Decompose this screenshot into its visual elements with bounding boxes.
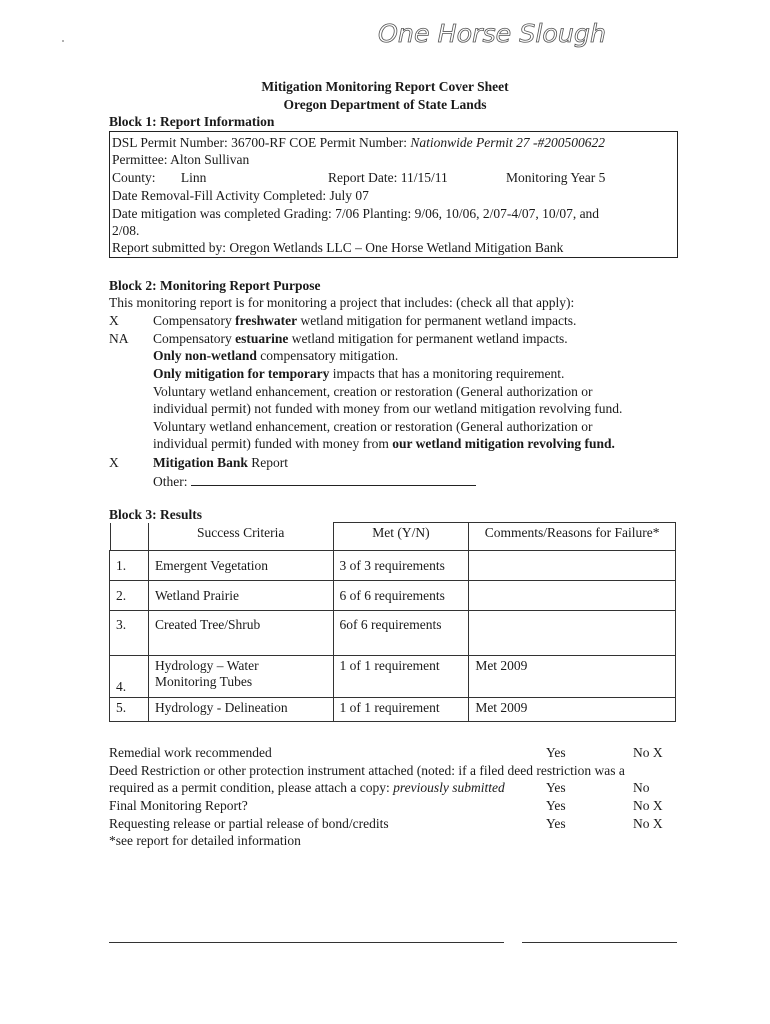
coe-value: Nationwide Permit 27 -#200500622 [410, 135, 606, 150]
row-criteria: Created Tree/Shrub [148, 611, 333, 656]
purpose-freshwater [153, 313, 576, 329]
row-criteria: Hydrology - Delineation [148, 698, 333, 722]
purpose-voluntary-2a: Voluntary wetland enhancement, creation or restoration (General authorization or [153, 419, 593, 434]
final-report-label: Final Monitoring Report? [109, 798, 248, 813]
deed-line-2-text: required as a permit condition, please attach a copy: [109, 780, 394, 795]
row-number: 1. [110, 551, 149, 581]
submitted-by: Report submitted by: Oregon Wetlands LLC – One Horse Wetland Mitigation Bank [112, 240, 564, 255]
release-label: Requesting release or partial release of bond/credits [109, 816, 389, 831]
row-criteria [148, 656, 333, 698]
deed-yes: Yes [546, 780, 566, 795]
purpose-voluntary-2b-bold: our wetland mitigation revolving fund. [392, 436, 615, 451]
coe-label: COE Permit Number: [289, 135, 408, 150]
dsl-value: 36700-RF [231, 135, 286, 150]
table-row [110, 698, 676, 722]
purpose-other [153, 472, 476, 490]
detail-note: *see report for detailed information [109, 833, 301, 848]
county-label: County: [112, 170, 156, 185]
signature-line-right [522, 942, 677, 943]
row-met: 6 of 6 requirements [333, 581, 469, 611]
col-success-criteria: Success Criteria [148, 523, 333, 551]
page-title: Mitigation Monitoring Report Cover Sheet [261, 79, 509, 94]
purpose-estuarine-pre: Compensatory [153, 331, 236, 346]
other-blank-line [191, 472, 476, 486]
purpose-estuarine [153, 331, 568, 347]
row-criteria: Emergent Vegetation [148, 551, 333, 581]
county-value: Linn [180, 170, 207, 185]
col-met: Met (Y/N) [333, 523, 469, 551]
release-no: No X [633, 816, 663, 831]
final-yes: Yes [546, 798, 566, 813]
block2-heading: Block 2: Monitoring Report Purpose [109, 278, 321, 293]
row-met: 1 of 1 requirement [333, 656, 469, 698]
col-comments: Comments/Reasons for Failure* [469, 523, 676, 551]
handwritten-note [378, 14, 618, 54]
purpose-mark-bank: X [109, 455, 119, 470]
results-header-row [110, 523, 676, 551]
row-criteria-line1: Hydrology – Water [154, 658, 259, 673]
report-date: Report Date: 11/15/11 [328, 170, 448, 185]
deed-no: No [633, 780, 650, 795]
purpose-temporary-post: impacts that has a monitoring requirement. [329, 366, 565, 381]
deed-previously-submitted: previously submitted [393, 780, 505, 795]
row-met: 6of 6 requirements [333, 611, 469, 656]
purpose-freshwater-post: wetland mitigation for permanent wetland impacts. [297, 313, 577, 328]
purpose-temporary [153, 366, 564, 382]
row-met: 1 of 1 requirement [333, 698, 469, 722]
purpose-estuarine-bold: estuarine [235, 331, 289, 346]
row-met: 3 of 3 requirements [333, 551, 469, 581]
permittee: Permittee: Alton Sullivan [112, 152, 250, 167]
purpose-voluntary-1a: Voluntary wetland enhancement, creation or restoration (General authorization or [153, 384, 593, 399]
purpose-non-wetland-post: compensatory mitigation. [256, 348, 399, 363]
release-yes: Yes [546, 816, 566, 831]
remedial-label: Remedial work recommended [109, 745, 272, 760]
purpose-freshwater-pre: Compensatory [153, 313, 236, 328]
remedial-yes: Yes [546, 745, 566, 760]
purpose-estuarine-post: wetland mitigation for permanent wetland impacts. [288, 331, 568, 346]
row-comment: Met 2009 [469, 656, 676, 698]
purpose-voluntary-2b [153, 436, 615, 452]
remedial-no: No X [633, 745, 663, 760]
row-criteria-line2: Monitoring Tubes [154, 674, 253, 689]
purpose-voluntary-2b-pre: individual permit) funded with money from [153, 436, 393, 451]
row-number: 4. [110, 656, 149, 698]
row-comment: Met 2009 [469, 698, 676, 722]
row-criteria: Wetland Prairie [148, 581, 333, 611]
purpose-intro: This monitoring report is for monitoring a project that includes: (check all that apply): [109, 295, 575, 310]
block1-heading: Block 1: Report Information [109, 114, 275, 129]
purpose-mark-freshwater: X [109, 313, 119, 328]
table-row [110, 611, 676, 656]
block3-heading: Block 3: Results [109, 507, 203, 522]
purpose-temporary-bold: Only mitigation for temporary [153, 366, 330, 381]
row-comment [469, 611, 676, 656]
purpose-bank-post: Report [247, 455, 289, 470]
other-label: Other: [153, 474, 188, 489]
table-row [110, 656, 676, 698]
handwritten-note-text: One Horse Slough [378, 19, 606, 48]
results-table [109, 522, 676, 722]
purpose-mark-estuarine: NA [109, 331, 129, 346]
deed-line-2 [109, 780, 505, 796]
signature-line-left [109, 942, 504, 943]
dsl-label: DSL Permit Number: [112, 135, 228, 150]
deed-line-1: Deed Restriction or other protection instrument attached (noted: if a filed deed restriction was a [109, 763, 625, 778]
purpose-voluntary-1b: individual permit) not funded with money from our wetland mitigation revolving fund. [153, 401, 623, 416]
table-row [110, 551, 676, 581]
row-number: 2. [110, 581, 149, 611]
mitigation-dates-cont: 2/08. [112, 223, 140, 238]
report-info-box [109, 131, 678, 258]
row-number: 3. [110, 611, 149, 656]
purpose-bank-bold: Mitigation Bank [153, 455, 248, 470]
page-subtitle: Oregon Department of State Lands [283, 97, 487, 112]
table-row [110, 581, 676, 611]
purpose-freshwater-bold: freshwater [235, 313, 298, 328]
results-header-num [110, 523, 149, 551]
row-comment [469, 581, 676, 611]
removal-fill-date: Date Removal-Fill Activity Completed: July 07 [112, 188, 369, 203]
mitigation-dates: Date mitigation was completed Grading: 7/06 Planting: 9/06, 10/06, 2/07-4/07, 10/07, and [112, 206, 600, 221]
scan-speck [62, 40, 64, 42]
purpose-non-wetland-bold: Only non-wetland [153, 348, 257, 363]
row-number: 5. [110, 698, 149, 722]
county-line [112, 170, 206, 186]
permit-numbers-line [112, 135, 605, 151]
purpose-mitigation-bank [153, 455, 288, 471]
purpose-non-wetland [153, 348, 398, 364]
row-comment [469, 551, 676, 581]
monitoring-year: Monitoring Year 5 [506, 170, 606, 185]
final-no: No X [633, 798, 663, 813]
